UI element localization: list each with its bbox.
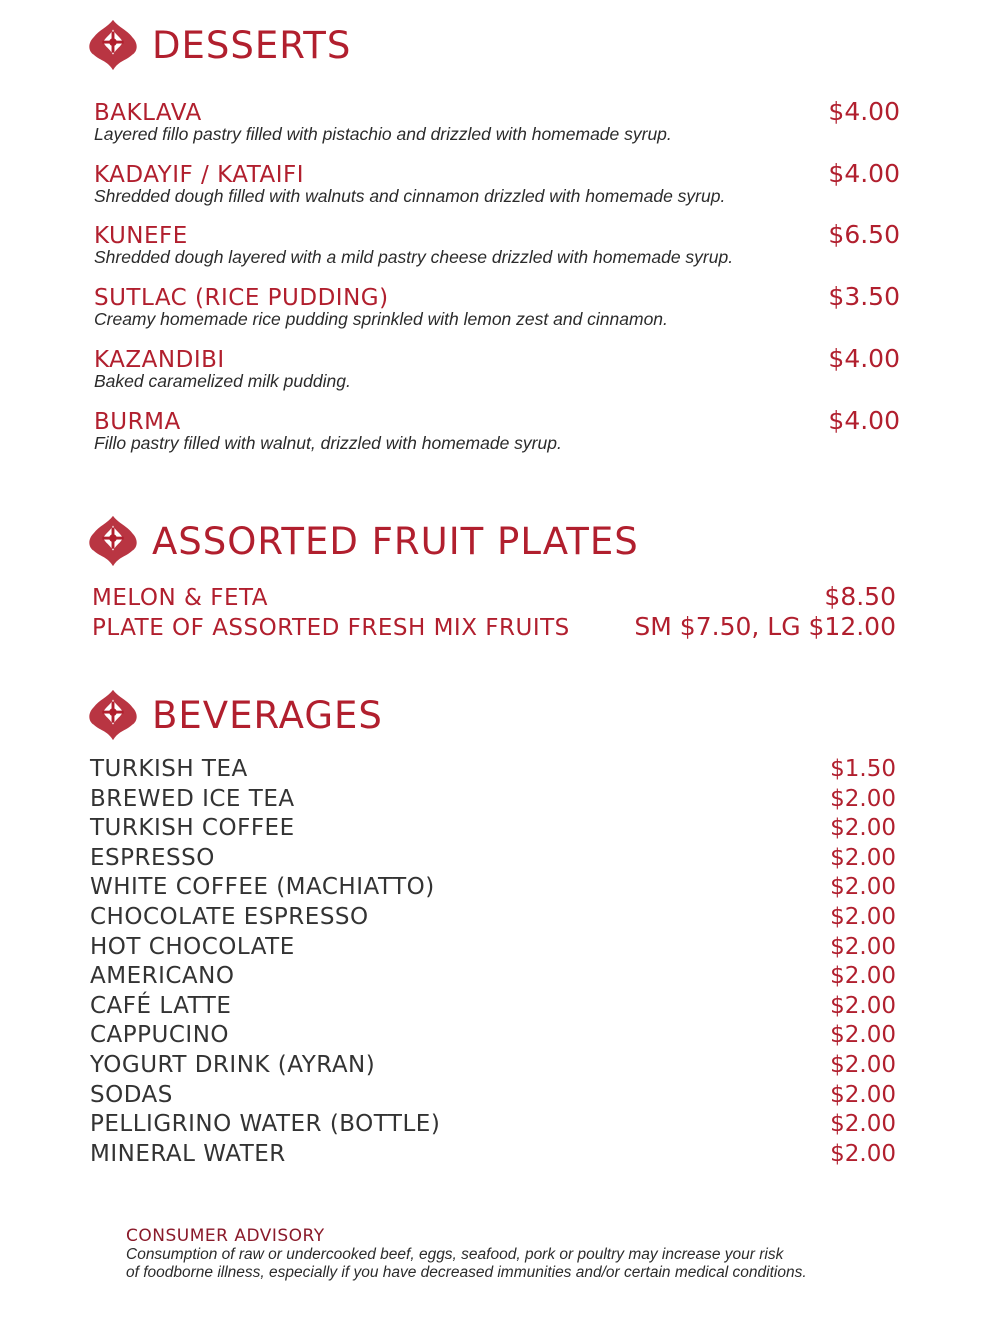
item-name: CHOCOLATE ESPRESSO (90, 903, 369, 930)
item-name: KUNEFE (94, 223, 188, 249)
item-name: BAKLAVA (94, 100, 202, 126)
menu-item (94, 406, 900, 454)
item-price: $2.00 (830, 844, 896, 871)
list-item (90, 786, 896, 816)
advisory-line-1: Consumption of raw or undercooked beef, eggs, seafood, pork or poultry may increase your risk (126, 1246, 784, 1263)
item-price: $6.50 (828, 220, 900, 249)
item-price: $4.00 (828, 97, 900, 126)
item-name: CAPPUCINO (90, 1022, 230, 1049)
list-item (90, 934, 896, 964)
menu-item (92, 612, 896, 641)
list-item (90, 1141, 896, 1171)
beverage-list (90, 756, 896, 1170)
item-price: $2.00 (830, 785, 896, 812)
item-price: $2.00 (830, 963, 896, 990)
list-item (90, 1082, 896, 1112)
item-name: ESPRESSO (90, 844, 215, 871)
item-price: $2.00 (830, 874, 896, 901)
item-price: $3.50 (828, 282, 900, 311)
item-name: MELON & FETA (92, 585, 268, 611)
item-price: $2.00 (830, 1022, 896, 1049)
item-description: Fillo pastry filled with walnut, drizzled with homemade syrup. (94, 433, 562, 453)
list-item (90, 756, 896, 786)
item-price: $4.00 (828, 406, 900, 435)
item-price: SM $7.50, LG $12.00 (634, 612, 896, 641)
item-price: $2.00 (830, 1111, 896, 1138)
item-name: AMERICANO (90, 963, 235, 990)
item-price: $2.00 (830, 1051, 896, 1078)
menu-item (94, 220, 900, 268)
beverages-header (84, 686, 383, 744)
item-name: BURMA (94, 409, 181, 435)
advisory-title: CONSUMER ADVISORY (126, 1226, 325, 1246)
desserts-header (84, 16, 351, 74)
item-description: Layered fillo pastry filled with pistachio and drizzled with homemade syrup. (94, 124, 672, 144)
item-price: $2.00 (830, 903, 896, 930)
menu-item (94, 159, 900, 207)
item-name: PELLIGRINO WATER (BOTTLE) (90, 1111, 441, 1138)
item-description: Shredded dough layered with a mild pastry cheese drizzled with homemade syrup. (94, 247, 734, 267)
fruit-header (84, 512, 639, 570)
item-name: KADAYIF / KATAIFI (94, 162, 305, 188)
list-item (90, 993, 896, 1023)
item-name: PLATE OF ASSORTED FRESH MIX FRUITS (92, 615, 570, 641)
item-price: $2.00 (830, 815, 896, 842)
item-name: TURKISH COFFEE (90, 815, 295, 842)
item-name: TURKISH TEA (90, 756, 248, 782)
item-name: CAFÉ LATTE (90, 992, 232, 1019)
item-name: BREWED ICE TEA (90, 785, 295, 812)
item-description: Creamy homemade rice pudding sprinkled with lemon zest and cinnamon. (94, 309, 668, 329)
item-price: $8.50 (824, 582, 896, 611)
item-name: KAZANDIBI (94, 347, 225, 373)
menu-item (94, 282, 900, 330)
item-description: Baked caramelized milk pudding. (94, 371, 351, 391)
list-item (90, 904, 896, 934)
list-item (90, 815, 896, 845)
ornament-icon (84, 686, 142, 744)
item-price: $2.00 (830, 992, 896, 1019)
section-title-fruit: ASSORTED FRUIT PLATES (152, 519, 639, 563)
item-name: YOGURT DRINK (AYRAN) (90, 1051, 376, 1078)
item-price: $4.00 (828, 344, 900, 373)
item-name: HOT CHOCOLATE (90, 933, 295, 960)
consumer-advisory (126, 1226, 946, 1282)
list-item (90, 1052, 896, 1082)
menu-item (94, 344, 900, 392)
menu-item (94, 97, 900, 145)
item-name: WHITE COFFEE (MACHIATTO) (90, 874, 435, 901)
advisory-line-2: of foodborne illness, especially if you have decreased immunities and/or certain medical conditions. (126, 1264, 807, 1281)
item-price: $2.00 (830, 1140, 896, 1167)
item-price: $4.00 (828, 159, 900, 188)
item-name: SODAS (90, 1081, 173, 1108)
list-item (90, 845, 896, 875)
ornament-icon (84, 16, 142, 74)
item-price: $2.00 (830, 1081, 896, 1108)
list-item (90, 874, 896, 904)
ornament-icon (84, 512, 142, 570)
section-title-beverages: BEVERAGES (152, 693, 383, 737)
list-item (90, 1022, 896, 1052)
item-description: Shredded dough filled with walnuts and cinnamon drizzled with homemade syrup. (94, 186, 726, 206)
item-price: $1.50 (830, 756, 896, 782)
section-title-desserts: DESSERTS (152, 23, 352, 67)
item-name: MINERAL WATER (90, 1140, 286, 1167)
item-price: $2.00 (830, 933, 896, 960)
list-item (90, 1111, 896, 1141)
item-name: SUTLAC (RICE PUDDING) (94, 285, 389, 311)
list-item (90, 963, 896, 993)
menu-item (92, 582, 896, 611)
